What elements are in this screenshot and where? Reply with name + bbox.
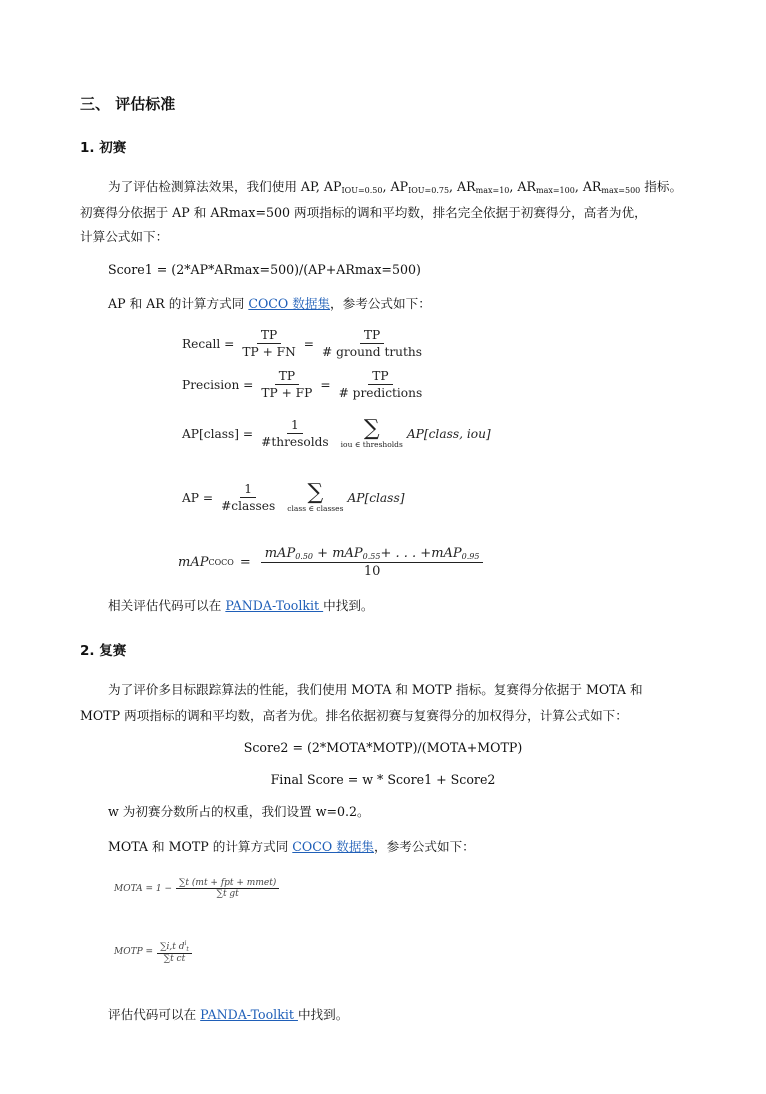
numerator: 1 [240, 482, 256, 498]
formula-lhs: AP[class] = [182, 426, 254, 441]
fraction [335, 369, 427, 400]
recall-formula [182, 328, 430, 359]
mota-formula [114, 878, 283, 899]
ap-ar-reference-line [108, 291, 431, 317]
operator: + [313, 546, 333, 561]
equals-sign: = [303, 336, 315, 351]
subscript: max=100 [535, 186, 575, 195]
toolkit-line-final [108, 1002, 348, 1028]
fraction [217, 482, 279, 513]
denominator: #classes [221, 499, 276, 513]
panda-toolkit-link[interactable]: PANDA-Toolkit [225, 598, 324, 613]
subscript: t [186, 946, 189, 953]
subscript: IOU=0.75 [408, 186, 450, 195]
subscript: IOU=0.50 [341, 186, 383, 195]
panda-toolkit-link[interactable]: PANDA-Toolkit [200, 1007, 298, 1022]
map-coco-formula [178, 546, 487, 579]
summation-limit: class ∈ classes [287, 504, 344, 513]
fraction [176, 878, 279, 899]
denominator: ∑t gt [216, 889, 239, 899]
fraction [318, 328, 426, 359]
formula-lhs: MOTP = [114, 947, 154, 957]
numerator [261, 546, 484, 563]
denominator: # predictions [338, 386, 423, 400]
subscript: 0.95 [461, 552, 480, 561]
final-score-formula: Final Score = w * Score1 + Score2 [270, 772, 496, 787]
score1-formula: Score1 = (2*AP*ARmax=500)/(AP+ARmax=500) [108, 262, 421, 277]
ap-formula [182, 482, 404, 513]
para-text: , AR [449, 179, 476, 194]
numerator [157, 940, 192, 954]
final-para-line1: 为了评价多目标跟踪算法的性能，我们使用 MOTA 和 MOTP 指标。复赛得分依据于 MOTA 和 [108, 682, 643, 697]
para-text: , AP [382, 179, 409, 194]
operator: + . . . + [380, 546, 432, 561]
numerator: ∑t (mt + fpt + mmet) [176, 878, 279, 889]
term: ∑i,t d [160, 942, 185, 952]
preliminary-para-line2: 初赛得分依据于 AP 和 ARmax=500 两项指标的调和平均数，排名完全依据于初赛得分，高者为优， [80, 205, 647, 220]
fraction [261, 546, 484, 579]
numerator: TP [360, 328, 384, 344]
numerator: TP [257, 328, 281, 344]
para-text: AP 和 AR 的计算方式同 [108, 296, 249, 311]
coco-dataset-link[interactable]: COCO 数据集 [248, 296, 331, 311]
final-para-line2: MOTP 两项指标的调和平均数，高者为优。排名依据初赛与复赛得分的加权得分，计算公式如下： [80, 708, 628, 723]
para-text: 中找到。 [297, 1007, 349, 1022]
formula-lhs: Precision = [182, 377, 254, 392]
formula-lhs: AP = [182, 490, 214, 505]
para-text: 相关评估代码可以在 [108, 598, 226, 613]
subscript: COCO [208, 558, 234, 567]
denominator: ∑t ct [163, 954, 186, 964]
para-text: MOTA 和 MOTP 的计算方式同 [108, 839, 293, 854]
score2-formula: Score2 = (2*MOTA*MOTP)/(MOTA+MOTP) [243, 740, 523, 755]
formula-lhs: mAP [178, 555, 209, 570]
coco-dataset-link[interactable]: COCO 数据集 [292, 839, 375, 854]
subscript: 0.50 [295, 552, 314, 561]
fraction [238, 328, 299, 359]
section-heading: 三、 评估标准 [80, 95, 176, 113]
formula-lhs: Recall = [182, 336, 235, 351]
numerator: TP [275, 369, 299, 385]
fraction [157, 940, 192, 964]
subscript: max=10 [475, 186, 510, 195]
para-text: , AR [574, 179, 602, 194]
summation [341, 418, 403, 449]
denominator: #thresolds [261, 435, 329, 449]
precision-formula [182, 369, 430, 400]
numerator: 1 [287, 418, 303, 434]
denominator: TP + FN [242, 345, 296, 359]
denominator: 10 [363, 564, 381, 579]
formula-body: AP[class, iou] [406, 426, 491, 441]
equals-sign: = [239, 555, 251, 570]
subscript: 0.55 [362, 552, 381, 561]
term: mAP [431, 546, 462, 561]
mota-reference-line [108, 834, 475, 860]
para-text: 中找到。 [323, 598, 374, 613]
subscript: max=500 [601, 186, 641, 195]
formula-lhs: MOTA = 1 − [114, 883, 172, 894]
numerator: TP [368, 369, 392, 385]
subsection-heading-final: 2. 复赛 [80, 643, 127, 659]
ap-class-formula [182, 418, 491, 449]
summation-limit: iou ∈ thresholds [340, 440, 403, 449]
formula-body: AP[class] [347, 490, 405, 505]
denominator: # ground truths [322, 345, 423, 359]
term: mAP [332, 546, 363, 561]
fraction [257, 418, 333, 449]
summation [287, 482, 343, 513]
para-text: 为了评估检测算法效果，我们使用 AP, AP [108, 179, 342, 194]
sigma-symbol: ∑ [307, 480, 324, 505]
superscript: i [184, 940, 187, 947]
para-text: 评估代码可以在 [108, 1007, 201, 1022]
para-text: ，参考公式如下： [374, 839, 475, 854]
sigma-symbol: ∑ [363, 416, 380, 441]
para-text: ，参考公式如下： [330, 296, 431, 311]
para-text: , AR [509, 179, 536, 194]
motp-formula [114, 940, 196, 964]
preliminary-para-line3: 计算公式如下： [80, 229, 169, 244]
toolkit-line-preliminary [108, 593, 374, 619]
term: mAP [264, 546, 296, 561]
equals-sign: = [320, 377, 331, 392]
fraction [257, 369, 316, 400]
weight-line: w 为初赛分数所占的权重，我们设置 w=0.2。 [108, 804, 370, 819]
subsection-heading-preliminary: 1. 初赛 [80, 140, 127, 156]
para-text: 指标。 [640, 179, 683, 194]
denominator: TP + FP [261, 386, 313, 400]
